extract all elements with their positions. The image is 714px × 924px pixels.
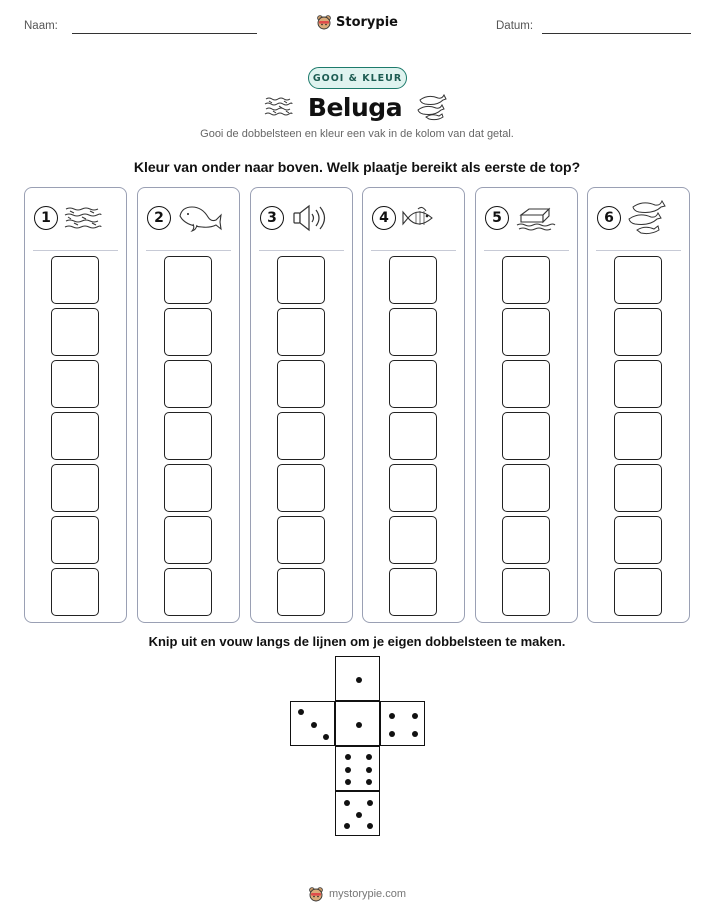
- color-cell: [502, 412, 550, 460]
- dice-pip: [323, 734, 329, 740]
- color-cell: [164, 516, 212, 564]
- column-5: [475, 187, 578, 623]
- dice-pip: [366, 767, 372, 773]
- column-divider: [371, 250, 456, 251]
- date-label: Datum:: [496, 20, 534, 32]
- color-cell: [389, 568, 437, 616]
- date-line: [542, 33, 691, 34]
- footer-url: mystorypie.com: [328, 888, 407, 900]
- column-4: [362, 187, 465, 623]
- column-divider: [596, 250, 681, 251]
- color-cell: [277, 568, 325, 616]
- column-header: [588, 188, 689, 248]
- color-cell: [614, 412, 662, 460]
- dice-pip: [356, 812, 362, 818]
- brand-name: Storypie: [336, 14, 398, 30]
- color-cell: [51, 516, 99, 564]
- color-cell: [502, 464, 550, 512]
- dice-pip: [366, 779, 372, 785]
- color-cell: [502, 308, 550, 356]
- activity-badge: GOOI & KLEUR: [308, 67, 407, 89]
- color-cell: [277, 516, 325, 564]
- color-cell: [277, 360, 325, 408]
- column-header: [25, 188, 126, 248]
- dice-instruction: Knip uit en vouw langs de lijnen om je eigen dobbelsteen te maken.: [148, 634, 566, 649]
- dice-pip: [389, 731, 395, 737]
- page-title: Beluga: [307, 92, 403, 122]
- page-subtitle: Gooi de dobbelsteen en kleur een vak in de kolom van dat getal.: [200, 128, 514, 140]
- dice-face-1: [335, 656, 380, 701]
- color-cell: [277, 308, 325, 356]
- beluga-pod-icon: [627, 197, 671, 239]
- color-cell: [51, 360, 99, 408]
- color-cell: [277, 256, 325, 304]
- beluga-icon: [177, 202, 223, 234]
- column-header: [363, 188, 464, 248]
- dice-pip: [344, 823, 350, 829]
- dice-pip: [345, 779, 351, 785]
- color-cell: [502, 568, 550, 616]
- dice-face-4: [380, 701, 425, 746]
- dice-pip: [345, 754, 351, 760]
- color-cell: [614, 308, 662, 356]
- column-header: [138, 188, 239, 248]
- dice-face-5: [335, 791, 380, 836]
- column-number: 4: [372, 206, 396, 230]
- brand-logo: [0, 14, 714, 30]
- footer: [0, 886, 714, 902]
- ice-water-icon: [64, 204, 102, 232]
- color-cell: [614, 568, 662, 616]
- dice-pip: [311, 722, 317, 728]
- column-header: [476, 188, 577, 248]
- coloring-instruction: Kleur van onder naar boven. Welk plaatje bereikt als eerste de top?: [133, 159, 581, 175]
- column-3: [250, 187, 353, 623]
- dice-pip: [356, 677, 362, 683]
- column-1: [24, 187, 127, 623]
- dice-pip: [367, 823, 373, 829]
- title-row: [0, 92, 714, 122]
- color-cell: [389, 516, 437, 564]
- dice-face-1: [335, 701, 380, 746]
- column-number: 6: [597, 206, 621, 230]
- ice-floe-icon: [515, 203, 557, 233]
- color-cell: [51, 464, 99, 512]
- color-cell: [502, 256, 550, 304]
- speaker-sound-icon: [290, 203, 330, 233]
- dice-pip: [367, 800, 373, 806]
- column-number: 2: [147, 206, 171, 230]
- column-header: [251, 188, 352, 248]
- column-divider: [146, 250, 231, 251]
- fish-icon: [402, 203, 442, 233]
- color-cell: [51, 568, 99, 616]
- color-cell: [51, 308, 99, 356]
- color-cell: [389, 308, 437, 356]
- storypie-mascot-icon: [308, 886, 324, 902]
- beluga-pod-icon: [416, 92, 450, 122]
- column-number: 5: [485, 206, 509, 230]
- color-cell: [502, 360, 550, 408]
- color-cell: [614, 464, 662, 512]
- color-cell: [51, 412, 99, 460]
- ice-water-icon: [264, 95, 294, 119]
- dice-pip: [389, 713, 395, 719]
- column-number: 3: [260, 206, 284, 230]
- color-cell: [277, 464, 325, 512]
- dice-pip: [412, 731, 418, 737]
- storypie-mascot-icon: [316, 14, 332, 30]
- dice-pip: [356, 722, 362, 728]
- color-cell: [389, 360, 437, 408]
- color-cell: [389, 412, 437, 460]
- column-divider: [33, 250, 118, 251]
- dice-face-3: [290, 701, 335, 746]
- color-cell: [614, 256, 662, 304]
- color-cell: [164, 360, 212, 408]
- color-cell: [389, 464, 437, 512]
- name-label: Naam:: [24, 20, 58, 32]
- dice-face-6: [335, 746, 380, 791]
- dice-pip: [345, 767, 351, 773]
- color-cell: [164, 568, 212, 616]
- color-cell: [502, 516, 550, 564]
- color-cell: [389, 256, 437, 304]
- color-cell: [614, 360, 662, 408]
- dice-pip: [344, 800, 350, 806]
- dice-pip: [412, 713, 418, 719]
- color-cell: [164, 256, 212, 304]
- color-cell: [164, 464, 212, 512]
- column-number: 1: [34, 206, 58, 230]
- color-cell: [164, 412, 212, 460]
- name-line: [72, 33, 257, 34]
- color-cell: [164, 308, 212, 356]
- color-cell: [614, 516, 662, 564]
- color-cell: [51, 256, 99, 304]
- column-divider: [259, 250, 344, 251]
- dice-pip: [298, 709, 304, 715]
- dice-pip: [366, 754, 372, 760]
- column-2: [137, 187, 240, 623]
- column-divider: [484, 250, 569, 251]
- color-cell: [277, 412, 325, 460]
- column-6: [587, 187, 690, 623]
